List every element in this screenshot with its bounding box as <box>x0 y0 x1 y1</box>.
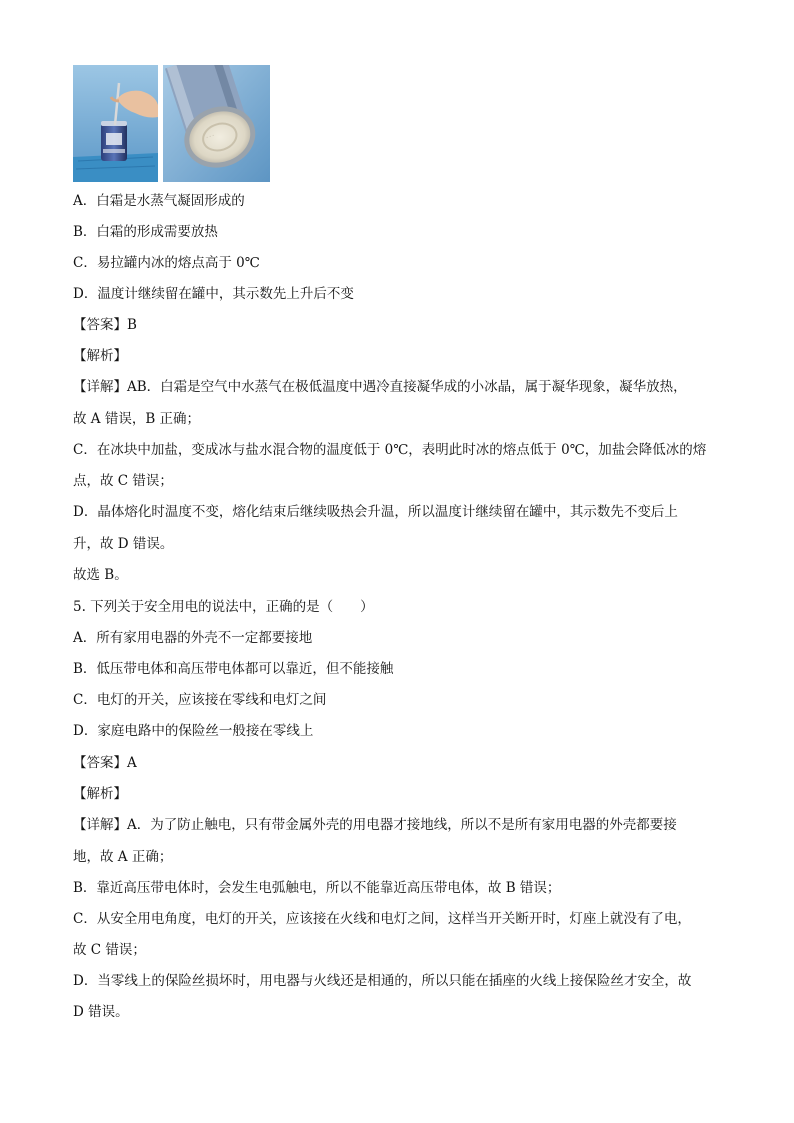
q5-option-a: A．所有家用电器的外壳不一定都要接地 <box>73 630 313 646</box>
q4-answer: 【答案】B <box>73 317 137 333</box>
q5-stem: 5. 下列关于安全用电的说法中，正确的是（ ） <box>73 599 374 615</box>
q4-conclusion: 故选 B。 <box>73 567 128 583</box>
q5-option-b: B．低压带电体和高压带电体都可以靠近，但不能接触 <box>73 661 394 677</box>
q5-explanation-line: 故 C 错误； <box>73 942 146 958</box>
photo-frost-can-bottom <box>163 65 270 182</box>
q4-option-d: D．温度计继续留在罐中，其示数先上升后不变 <box>73 286 354 302</box>
q4-option-b: B．白霜的形成需要放热 <box>73 224 218 240</box>
q5-answer: 【答案】A <box>73 755 137 771</box>
q5-explanation-line: B．靠近高压带电体时，会发生电弧触电，所以不能靠近高压带电体，故 B 错误； <box>73 880 561 896</box>
q4-explanation-line: 故 A 错误，B 正确； <box>73 411 201 427</box>
q5-option-d: D．家庭电路中的保险丝一般接在零线上 <box>73 723 314 739</box>
experiment-photos <box>73 65 273 182</box>
q5-explanation-line: D 错误。 <box>73 1004 129 1020</box>
q4-analysis-label: 【解析】 <box>73 348 127 364</box>
q5-option-c: C．电灯的开关，应该接在零线和电灯之间 <box>73 692 327 708</box>
svg-text:· · ·: · · · <box>205 132 216 142</box>
q5-explanation-line: 【详解】A．为了防止触电，只有带金属外壳的用电器才接地线，所以不是所有家用电器的外壳都要接 <box>73 817 677 833</box>
q4-explanation-line: 升，故 D 错误。 <box>73 536 174 552</box>
q4-option-a: A．白霜是水蒸气凝固形成的 <box>73 193 245 209</box>
q5-explanation-line: 地，故 A 正确； <box>73 849 173 865</box>
frost-can-bottom-image <box>163 65 270 182</box>
q4-explanation-line: 点，故 C 错误； <box>73 473 173 489</box>
q5-explanation-line: D．当零线上的保险丝损坏时，用电器与火线还是相通的，所以只能在插座的火线上接保险丝才安全，故 <box>73 973 692 989</box>
q4-explanation-line: D．晶体熔化时温度不变，熔化结束后继续吸热会升温，所以温度计继续留在罐中，其示数先不变后上 <box>73 504 678 520</box>
q4-explanation-line: C．在冰块中加盐，变成冰与盐水混合物的温度低于 0℃，表明此时冰的熔点低于 0℃，加盐会降低冰的熔 <box>73 442 707 458</box>
q5-explanation-line: C．从安全用电角度，电灯的开关，应该接在火线和电灯之间，这样当开关断开时，灯座上就没有了电， <box>73 911 691 927</box>
photo-can-thermometer <box>73 65 158 182</box>
q4-explanation-line: 【详解】AB．白霜是空气中水蒸气在极低温度中遇冷直接凝华成的小冰晶，属于凝华现象，凝华放热， <box>73 379 687 395</box>
q4-option-c: C．易拉罐内冰的熔点高于 0℃ <box>73 255 260 271</box>
can-thermometer-image <box>73 65 158 182</box>
q5-analysis-label: 【解析】 <box>73 786 127 802</box>
